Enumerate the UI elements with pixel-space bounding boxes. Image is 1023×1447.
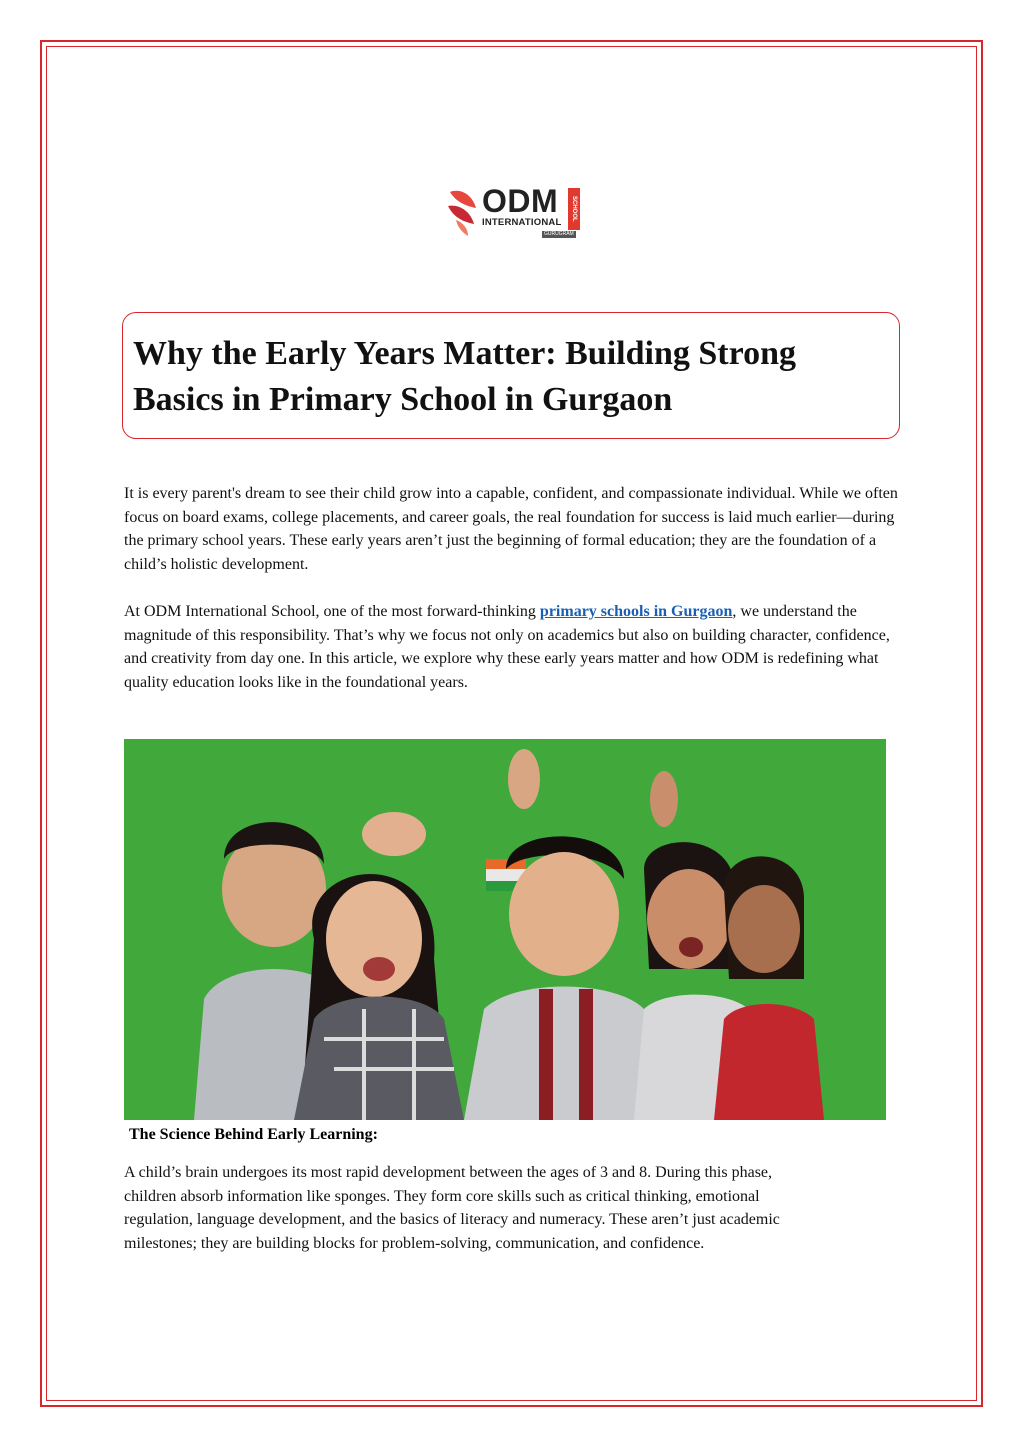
odm-logo xyxy=(446,184,586,240)
logo-city-text: GURUGRAM xyxy=(544,231,574,237)
title-box xyxy=(122,312,900,439)
section-paragraph: A child’s brain undergoes its most rapid development between the ages of 3 and 8. During this phase, children absorb information like sponges. They form core skills such as critical thinking, emotional regulation, language development, and the basics of literacy and numeracy. These aren’t just academic milestones; they are building blocks for problem-solving, communication, and confidence. xyxy=(124,1164,780,1252)
logo-odm-text: ODM xyxy=(482,183,559,219)
intro-paragraph: It is every parent's dream to see their child grow into a capable, confident, and compassionate individual. While we often focus on board exams, college placements, and career goals, the real foundation for success is laid much earlier—during the primary school years. These early years aren’t just the beginning of formal education; they are the foundation of a child’s holistic development. xyxy=(124,485,898,573)
students-photo xyxy=(124,739,886,1120)
second-paragraph xyxy=(124,600,904,694)
second-paragraph-tail: , we understand the magnitude of this responsibility. That’s why we focus not only on academics but also on building character, confidence, and creativity from day one. In this article, we explore why these early years matter and how ODM is redefining what quality education looks like in the foundational years. xyxy=(124,603,890,691)
primary-schools-link[interactable]: primary schools in Gurgaon xyxy=(539,603,733,620)
butterfly-petal-icon xyxy=(446,184,482,236)
logo-international-text: INTERNATIONAL xyxy=(482,217,562,228)
second-paragraph-lead: At ODM International School, one of the most forward-thinking xyxy=(124,603,540,620)
logo-school-tag: SCHOOL xyxy=(568,188,580,230)
section-heading: The Science Behind Early Learning: xyxy=(129,1126,378,1143)
students-illustration xyxy=(124,739,886,1120)
article-title: Why the Early Years Matter: Building Strong Basics in Primary School in Gurgaon xyxy=(133,335,796,418)
